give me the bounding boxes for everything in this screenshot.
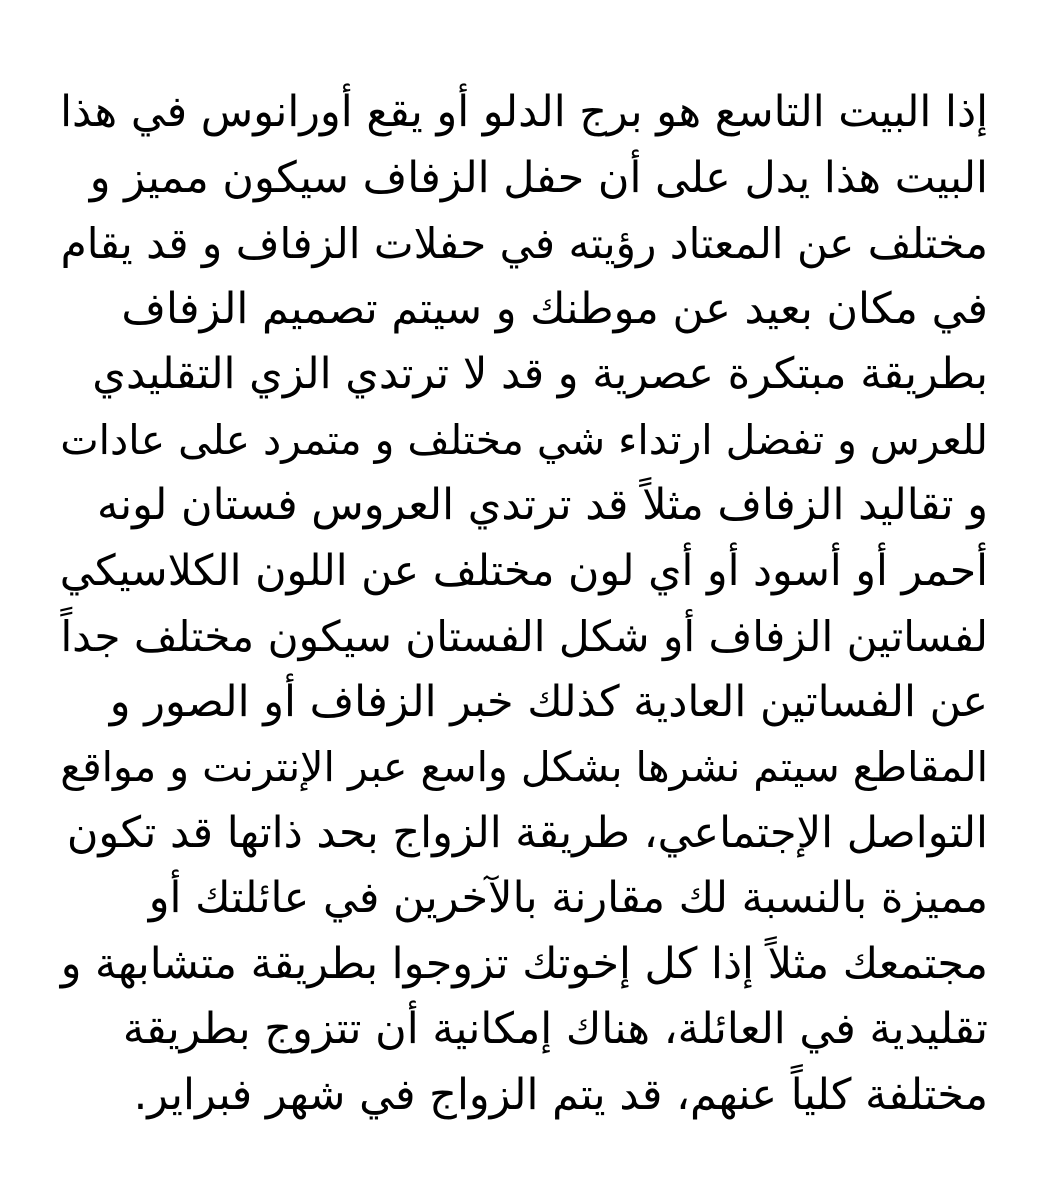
- text-line: البيت هذا يدل على أن حفل الزفاف سيكون مميز و: [89, 152, 988, 203]
- text-line: و تقاليد الزفاف مثلاً قد ترتدي العروس فستان لونه: [97, 480, 988, 530]
- text-line: المقاطع سيتم نشرها بشكل واسع عبر الإنترنت و مواقع: [60, 743, 988, 791]
- text-line: لفساتين الزفاف أو شكل الفستان سيكون مختلف جداً: [60, 612, 988, 661]
- text-line: عن الفساتين العادية كذلك خبر الزفاف أو الصور و: [109, 676, 988, 727]
- text-line: للعرس و تفضل ارتداء شي مختلف و متمرد على عادات: [60, 415, 988, 464]
- text-line: التواصل الإجتماعي، طريقة الزواج بحد ذاتها قد تكون: [66, 807, 988, 858]
- text-line: أحمر أو أسود أو أي لون مختلف عن اللون الكلاسيكي: [59, 545, 988, 596]
- text-line: بطريقة مبتكرة عصرية و قد لا ترتدي الزي التقليدي: [92, 349, 988, 399]
- text-line: إذا البيت التاسع هو برج الدلو أو يقع أورانوس في هذا: [60, 87, 988, 137]
- text-line: مميزة بالنسبة لك مقارنة بالآخرين في عائلتك أو: [148, 873, 988, 923]
- text-line: في مكان بعيد عن موطنك و سيتم تصميم الزفاف: [121, 283, 988, 334]
- arabic-text-body: [60, 80, 988, 1128]
- text-line: مجتمعك مثلاً إذا كل إخوتك تزوجوا بطريقة متشابهة و: [60, 938, 988, 989]
- text-line: مختلفة كلياً عنهم، قد يتم الزواج في شهر فبراير.: [133, 1069, 988, 1120]
- text-line: مختلف عن المعتاد رؤيته في حفلات الزفاف و قد يقام: [60, 219, 988, 268]
- text-line: تقليدية في العائلة، هناك إمكانية أن تتزوج بطريقة: [122, 1004, 988, 1054]
